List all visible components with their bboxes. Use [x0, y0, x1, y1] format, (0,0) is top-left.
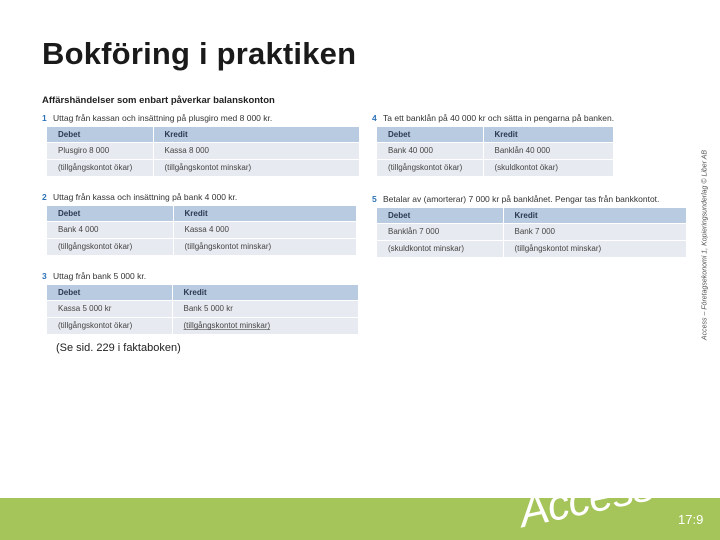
kredit-header: Kredit [172, 285, 358, 300]
kredit-cell: Bank 7 000 [503, 223, 686, 240]
example-2 [42, 191, 356, 255]
kredit-cell: (tillgångskontot minskar) [173, 238, 356, 255]
example-number: 2 [42, 192, 47, 202]
transaction-table [47, 127, 359, 176]
debet-cell: Plusgiro 8 000 [47, 142, 153, 159]
page-title: Bokföring i praktiken [42, 36, 357, 71]
debet-cell: (tillgångskontot ökar) [47, 317, 172, 334]
debet-cell: Bank 40 000 [377, 142, 483, 159]
debet-cell: (skuldkontot minskar) [377, 240, 503, 257]
example-text: Uttag från kassan och insättning på plusgiro med 8 000 kr. [53, 113, 273, 123]
kredit-cell: Kassa 8 000 [153, 142, 359, 159]
example-number: 1 [42, 113, 47, 123]
kredit-cell: (tillgångskontot minskar) [503, 240, 686, 257]
debet-cell: (tillgångskontot ökar) [47, 238, 173, 255]
kredit-header: Kredit [153, 127, 359, 142]
kredit-cell: (tillgångskontot minskar) [172, 317, 358, 334]
kredit-cell: (skuldkontot ökar) [483, 159, 613, 176]
debet-header: Debet [47, 285, 172, 300]
example-text: Betalar av (amorterar) 7 000 kr på banklånet. Pengar tas från bankkontot. [383, 194, 660, 204]
example-heading [372, 112, 614, 125]
example-4 [372, 112, 614, 176]
debet-header: Debet [47, 206, 173, 221]
example-heading [42, 270, 358, 283]
example-3 [42, 270, 358, 334]
transaction-table [47, 285, 358, 334]
debet-cell: Kassa 5 000 kr [47, 300, 172, 317]
kredit-header: Kredit [503, 208, 686, 223]
transaction-table [377, 208, 686, 257]
debet-cell: (tillgångskontot ökar) [47, 159, 153, 176]
kredit-cell: Bank 5 000 kr [172, 300, 358, 317]
example-text: Uttag från bank 5 000 kr. [53, 271, 147, 281]
copyright-text: Access – Företagsekonomi 1, Kopieringsunderlag © Liber AB [701, 149, 709, 341]
textbook-reference: (Se sid. 229 i faktaboken) [56, 342, 181, 354]
example-heading [42, 112, 359, 125]
debet-header: Debet [377, 127, 483, 142]
kredit-cell: (tillgångskontot minskar) [153, 159, 359, 176]
debet-header: Debet [47, 127, 153, 142]
debet-cell: (tillgångskontot ökar) [377, 159, 483, 176]
access-logo: Access [514, 460, 658, 538]
example-number: 4 [372, 113, 377, 123]
example-heading [42, 191, 356, 204]
example-1 [42, 112, 359, 176]
example-text: Ta ett banklån på 40 000 kr och sätta in pengarna på banken. [383, 113, 615, 123]
debet-header: Debet [377, 208, 503, 223]
section-heading: Affärshändelser som enbart påverkar balanskonton [42, 95, 275, 106]
kredit-header: Kredit [173, 206, 356, 221]
example-number: 5 [372, 194, 377, 204]
example-text: Uttag från kassa och insättning på bank 4 000 kr. [53, 192, 238, 202]
example-5 [372, 193, 686, 257]
kredit-header: Kredit [483, 127, 613, 142]
debet-cell: Bank 4 000 [47, 221, 173, 238]
transaction-table [377, 127, 613, 176]
example-heading [372, 193, 686, 206]
example-number: 3 [42, 271, 47, 281]
kredit-cell: Kassa 4 000 [173, 221, 356, 238]
debet-cell: Banklån 7 000 [377, 223, 503, 240]
transaction-table [47, 206, 356, 255]
page-number: 17:9 [678, 512, 704, 527]
kredit-cell: Banklån 40 000 [483, 142, 613, 159]
